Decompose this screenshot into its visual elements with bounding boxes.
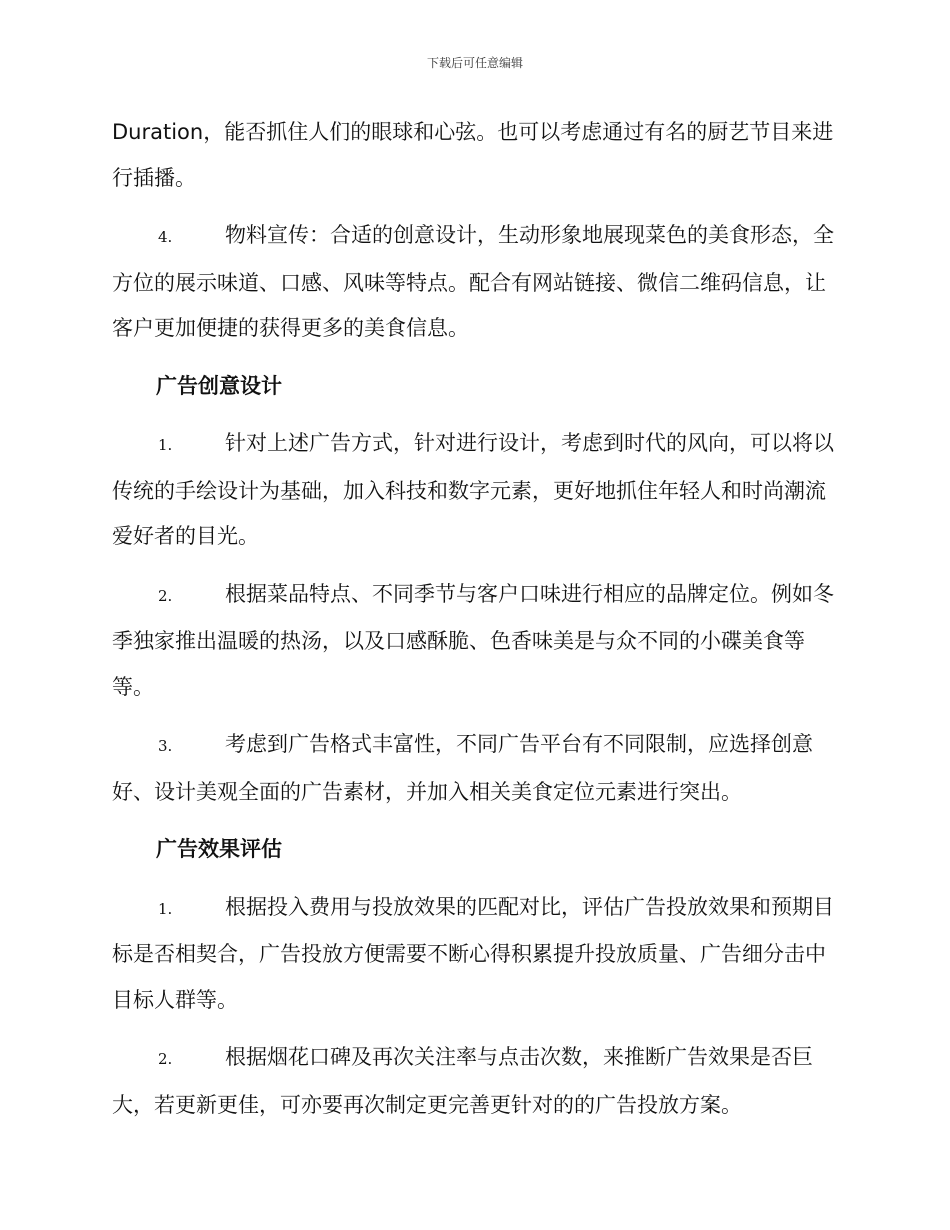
list-item: [112, 885, 834, 1024]
list-number: 1.: [158, 436, 173, 454]
list-number: 4.: [158, 228, 173, 246]
list-number: 3.: [158, 737, 173, 755]
section-heading-creative-design: 广告创意设计: [156, 373, 282, 398]
list-item-text: 考虑到广告格式丰富性，不同广告平台有不同限制，应选择创意好、设计美观全面的广告素材，并加入相关美食定位元素进行突出。: [112, 732, 813, 804]
list-item-text: 根据投入费用与投放效果的匹配对比，评估广告投放效果和预期目标是否相契合，广告投放方便需要不断心得积累提升投放质量、广告细分击中目标人群等。: [112, 894, 834, 1012]
list-item-4: [112, 213, 834, 352]
list-item: [112, 421, 834, 560]
list-item-text: 物料宣传：合适的创意设计，生动形象地展现菜色的美食形态，全方位的展示味道、口感、风味等特点。配合有网站链接、微信二维码信息，让客户更加便捷的获得更多的美食信息。: [112, 223, 834, 340]
list-item-text: 针对上述广告方式，针对进行设计，考虑到时代的风向，可以将以传统的手绘设计为基础，加入科技和数字元素，更好地抓住年轻人和时尚潮流爱好者的目光。: [112, 431, 834, 548]
list-number: 2.: [158, 1050, 173, 1068]
page-header: 下载后可任意编辑: [426, 56, 523, 70]
list-item: [112, 722, 834, 815]
intro-paragraph: Duration，能否抓住人们的眼球和心弦。也可以考虑通过有名的厨艺节目来进行插播。: [112, 120, 834, 190]
list-item: [112, 572, 834, 711]
list-item-text: 根据菜品特点、不同季节与客户口味进行相应的品牌定位。例如冬季独家推出温暖的热汤，以及口感酥脆、色香味美是与众不同的小碟美食等等。: [112, 581, 834, 699]
document-body: [112, 110, 834, 1140]
list-number: 2.: [158, 586, 173, 605]
list-number: 1.: [158, 899, 173, 918]
list-item-text: 根据烟花口碑及再次关注率与点击次数，来推断广告效果是否巨大，若更新更佳，可亦要再次制定更完善更针对的的广告投放方案。: [112, 1045, 813, 1117]
section-heading-effect-evaluation: 广告效果评估: [156, 837, 282, 861]
list-item: [112, 1035, 834, 1128]
